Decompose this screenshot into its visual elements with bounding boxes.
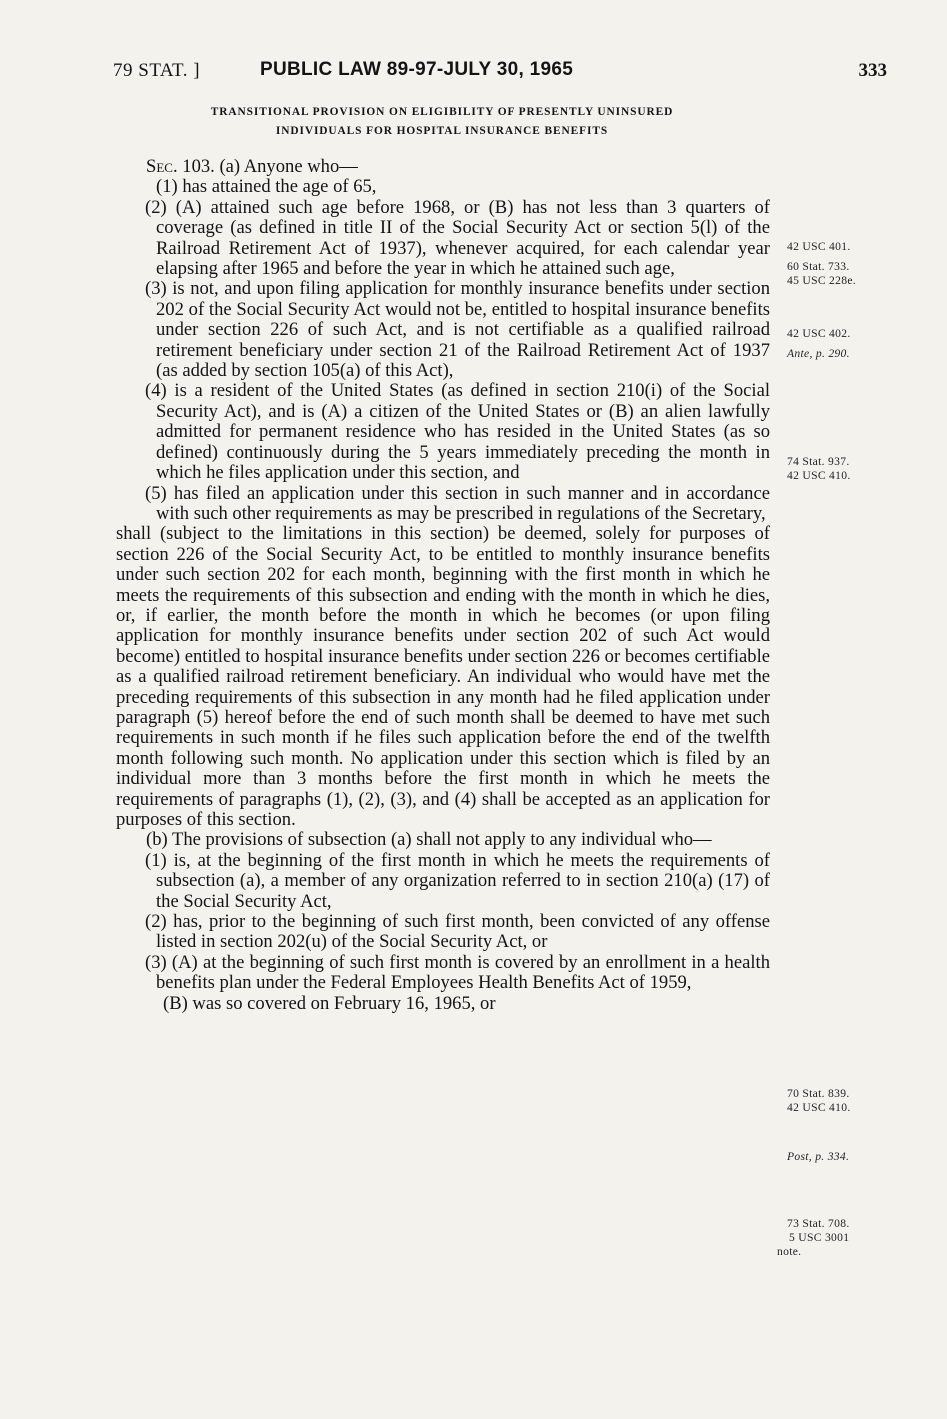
paragraph-shall: shall (subject to the limitations in this section) be deemed, solely for purposes of section 226 of the Social Security Act, to be entitled to monthly insurance benefits under such section 202 for each month, beginning with the first month in which he meets the requirements of this subsection and ending with the month in which he dies, or, if earlier, the month before the month in which he becomes (or upon filing application for monthly insurance benefits under section 202 of such Act would become) entitled to hospital insurance benefits under section 226 or becomes certifiable as a qualified railroad retirement beneficiary. An individual who would have met the preceding requirements of this subsection in any month had he filed application under paragraph (5) hereof before the end of such month shall be deemed to have met such requirements in such month if he files such application before the end of the twelfth month following such month. No application under this section which is filed by an individual more than 3 months before the first month in which he meets the requirements of paragraphs (1), (2), (3), and (4) shall be accepted as an application for purposes of this section. [116,523,770,830]
section-heading [112,103,772,141]
margin-note-4-line-1: 70 Stat. 839. [787,1087,850,1100]
margin-note-6-line-1: 73 Stat. 708. [787,1217,850,1230]
paragraph-b-intro: (b) The provisions of subsection (a) shall not apply to any individual who— [146,829,712,851]
margin-note-1 [787,240,907,288]
paragraph-b3: (3) (A) at the beginning of such first month is covered by an enrollment in a health benefits plan under the Federal Employees Health Benefits Act of 1959, [145,951,770,994]
section-intro-text: 103. (a) Anyone who— [182,156,358,177]
margin-note-5 [787,1150,907,1164]
body-text [116,157,770,1014]
margin-note-1-line-1: 42 USC 401. [787,240,851,253]
paragraph-a1: (1) has attained the age of 65, [156,176,377,198]
margin-note-3-line-2: 42 USC 410. [787,469,851,482]
margin-note-2 [787,327,907,361]
margin-note-4 [787,1087,907,1115]
margin-note-3-line-1: 74 Stat. 937. [787,455,850,468]
paragraph-a4: (4) is a resident of the United States (as defined in section 210(i) of the Social Security Act), and is (A) a citizen of the United States or (B) an alien lawfully admitted for permanent residence who has resided in the United States (as so defined) continuously during the 5 years immediately preceding the month in which he files application under this section, and [145,380,770,484]
margin-note-1-line-3: 45 USC 228e. [787,274,856,287]
statute-volume-label: 79 STAT. ] [113,60,201,81]
page-number: 333 [858,60,887,81]
page-header [113,60,893,90]
section-intro [116,157,770,177]
section-heading-line-1: TRANSITIONAL PROVISION ON ELIGIBILITY OF PRESENTLY UNINSURED [210,106,674,118]
margin-note-4-line-2: 42 USC 410. [787,1101,851,1114]
section-label: Sec. [146,156,178,177]
margin-note-2-line-2: Ante, p. 290. [787,347,850,360]
margin-note-5-line-1: Post, p. 334. [787,1150,850,1163]
margin-note-6-line-3: note. [777,1245,802,1258]
margin-note-3 [787,455,907,483]
paragraph-a5: (5) has filed an application under this section in such manner and in accordance with such other requirements as may be prescribed in regulations of the Secretary, [145,482,770,524]
margin-note-6 [777,1217,907,1259]
margin-note-6-line-2: 5 USC 3001 [789,1231,850,1244]
margin-note-2-line-1: 42 USC 402. [787,327,851,340]
paragraph-b3b: (B) was so covered on February 16, 1965, or [163,992,496,1014]
section-heading-line-2: INDIVIDUALS FOR HOSPITAL INSURANCE BENEFITS [275,125,609,137]
margin-note-1-line-2: 60 Stat. 733. [787,260,850,273]
paragraph-b1: (1) is, at the beginning of the first month in which he meets the requirements of subsection (a), a member of any organization referred to in section 210(a) (17) of the Social Security Act, [145,849,770,912]
page-title: PUBLIC LAW 89-97-JULY 30, 1965 [260,59,574,80]
paragraph-b2: (2) has, prior to the beginning of such first month, been convicted of any offense listed in section 202(u) of the Social Security Act, or [145,911,770,953]
paragraph-a3: (3) is not, and upon filing application for monthly insurance benefits under section 202 of the Social Security Act would not be, entitled to hospital insurance benefits under section 226 of such Act, and is not certifiable as a qualified railroad retirement beneficiary under section 21 of the Railroad Retirement Act of 1937 (as added by section 105(a) of this Act), [145,278,770,382]
paragraph-a2: (2) (A) attained such age before 1968, or (B) has not less than 3 quarters of coverage (as defined in title II of the Social Security Act or section 5(l) of the Railroad Retirement Act of 1937), whenever acquired, for each calendar year elapsing after 1965 and before the year in which he attained such age, [145,196,770,280]
